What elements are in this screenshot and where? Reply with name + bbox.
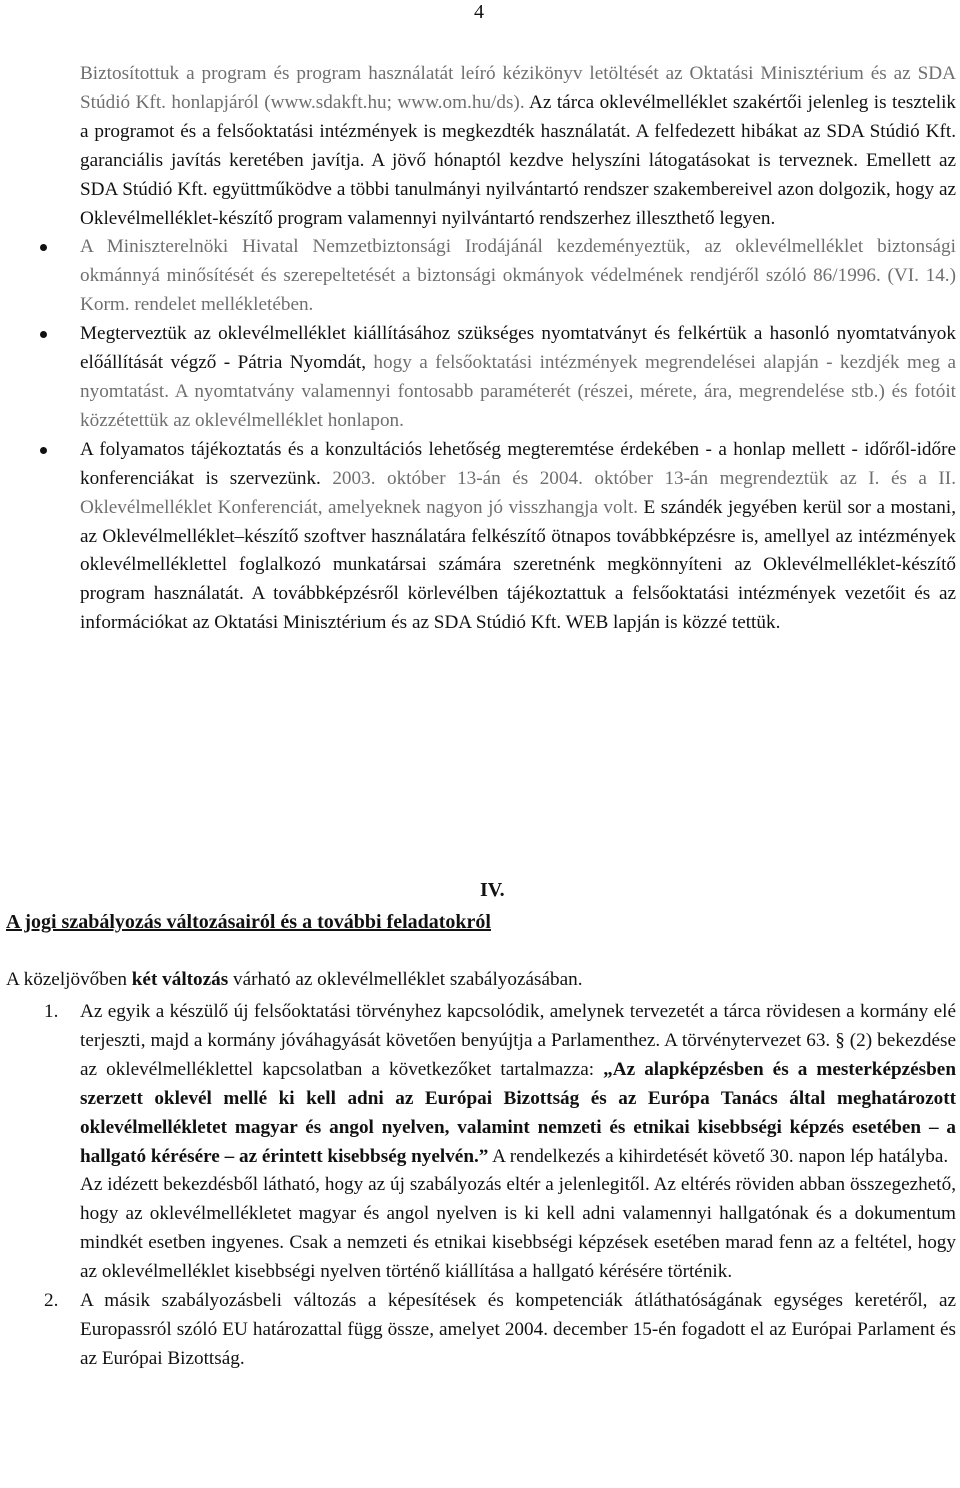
- bullet-text: Megterveztük az oklevélmelléklet kiállításához szükséges nyomtatványt és felkértük a hasonló nyomtatványok előállítását végző - Pátria Nyomdát,: [80, 323, 956, 374]
- page-number: 4: [474, 1, 484, 23]
- bullet-security-classification: [80, 233, 956, 320]
- item-text: Az egyik a készülő új felsőoktatási törvényhez kapcsolódik, amelynek tervezetét a tárca rövidesen a kormány elé terjeszti, majd a kormány jóváhagyását követően benyújtja a Parlamenthez. A törvénytervezet 63. § (2) bekezdése az oklevélmelléklettel kapcsolatban a következőket tartalmazza:: [80, 1001, 956, 1080]
- list-item-europass: [44, 1287, 956, 1374]
- body-text: [80, 60, 956, 638]
- item-number: 1.: [44, 1001, 59, 1022]
- status-paragraph: [80, 60, 956, 233]
- item-number: 2.: [44, 1290, 59, 1312]
- bullet-text: A folyamatos tájékoztatás és a konzultációs lehetőség megteremtése érdekében - a honlap mellett - időről-időre konferenciákat is szervezünk.: [80, 438, 956, 489]
- bullet-list: [80, 233, 956, 638]
- bullet-text-gray: hogy a felsőoktatási intézmények megrendelései alapján - kezdjék meg a nyomtatást. A nyomtatvány valamennyi fontosabb paraméterét (részei, mérete, ára, megrendelése stb.) és fotóit közzétettük az oklevélmelléklet honlapon.: [80, 352, 956, 431]
- testing-sentences: Az tárca oklevélmelléklet szakértői jelenleg is tesztelik a programot és a felsőoktatási intézmények is megkezdték használatát. A felfedezett hibákat az SDA Stúdió Kft. garanciális javítás keretében javítja. A jövő hónaptól kezdve helyszíni látogatásokat is terveznek. Emellett az SDA Stúdió Kft. együttműködve a többi tanulmányi nyilvántartó rendszer szakembereivel azon dolgozik, hogy az Oklevélmelléklet-készítő program valamennyi nyilvántartó rendszerhez illeszthető legyen.: [80, 91, 956, 229]
- item-text-end: A rendelkezés a kihirdetését követő 30. napon lép hatályba.: [488, 1145, 949, 1167]
- bullet-text-continued: E szándék jegyében kerül sor a mostani, az Oklevélmelléklet–készítő szoftver használatára felkészítő ötnapos továbbképzésre is, amellyel az intézmények oklevélmelléklettel foglalkozó munkatársai számára szeretnénk megkönnyíteni az Oklevélmelléklet-készítő program használatát. A továbbképzésről körlevélben tájékoztattuk a felsőoktatási intézmények vezetőit és az információkat az Oktatási Minisztérium és az SDA Stúdió Kft. WEB lapján is közzé tettük.: [80, 496, 957, 634]
- numbered-list: [44, 998, 956, 1374]
- section-number: IV.: [480, 879, 505, 901]
- item-paragraph: [80, 998, 956, 1171]
- download-sentence: Biztosítottuk a program és program használatát leíró kézikönyv letöltését az Oktatási Minisztérium és az SDA Stúdió Kft. honlapjáról (www.sdakft.hu; www.om.hu/ds).: [80, 63, 956, 113]
- intro-emphasis: két változás: [131, 969, 229, 990]
- bullet-print-form: [80, 320, 956, 436]
- bullet-text-gray: 2003. október 13-án és 2004. október 13-án megrendeztük az I. és a II. Oklevélmelléklet Konferenciát, amelyeknek nagyon jó visszhangja volt.: [80, 467, 956, 518]
- intro-sentence: [6, 966, 583, 994]
- law-quote: „Az alapképzésben és a mesterképzésben szerzett oklevél mellé ki kell adni az Európai Bizottság és az Európa Tanács által meghatározott oklevélmellékletet magyar és angol nyelven, valamint nemzeti és etnikai kisebbségi képzés esetében – a hallgató kérésére – az érintett kisebbség nyelvén.”: [80, 1058, 956, 1167]
- item-paragraph: A másik szabályozásbeli változás a képesítések és kompetenciák átláthatóságának egységes keretéről, az Europassról szóló EU határozattal függ össze, amelyet 2004. december 15-én fogadott el az Európai Parlament és az Európai Bizottság.: [80, 1290, 956, 1369]
- bullet-text: A Miniszterelnöki Hivatal Nemzetbiztonsági Irodájánál kezdeményeztük, az oklevélmelléklet biztonsági okmánnyá minősítését és szerepeltetését a biztonsági okmányok védelmének rendjéről szóló 86/1996. (VI. 14.) Korm. rendelet mellékletében.: [80, 236, 956, 316]
- intro-text-end: várható az oklevélmelléklet szabályozásában.: [228, 969, 583, 990]
- item-paragraph-2: Az idézett bekezdésből látható, hogy az új szabályozás eltér a jelenlegitől. Az eltérés röviden abban összegezhető, hogy az oklevélmellékletet magyar és angol nyelven is ki kell adni valamennyi hallgatónak és a dokumentum mindkét esetben ingyenes. Csak a nemzeti és etnikai kisebbségi képzések esetében marad fenn az a feltétel, hogy az oklevélmelléklet kisebbségi nyelven történő kiállítása a hallgató kérésére történik.: [80, 1174, 956, 1283]
- list-item-higher-ed-law: [44, 998, 956, 1287]
- intro-text: A közeljövőben: [6, 969, 132, 990]
- section-title: A jogi szabályozás változásairól és a további feladatokról: [6, 911, 491, 933]
- bullet-conferences: [80, 436, 956, 638]
